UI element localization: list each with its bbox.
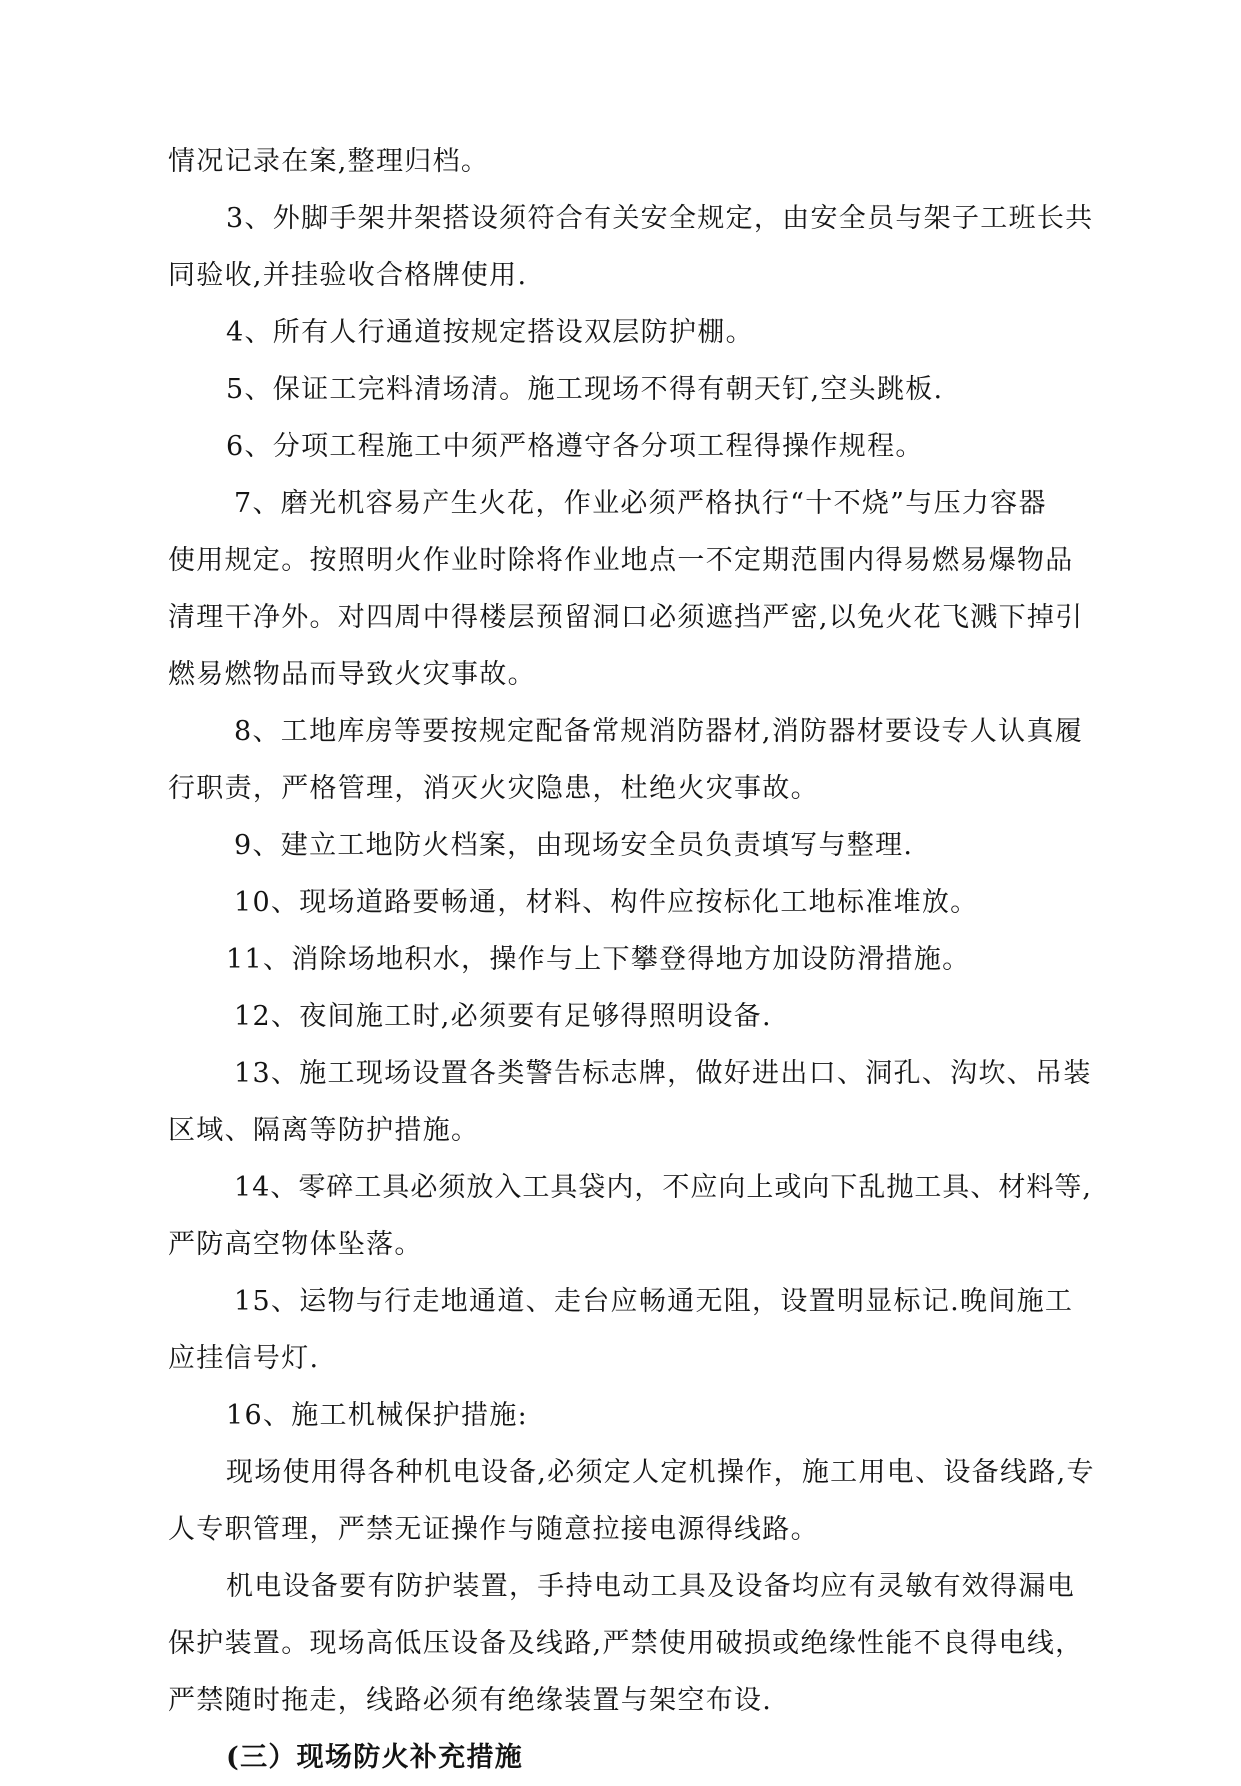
text-line: 区域、隔离等防护措施。 xyxy=(168,1115,480,1146)
text-line: 行职责，严格管理，消灭火灾隐患，杜绝火灾事故。 xyxy=(168,773,819,804)
text-line: 12、夜间施工时,必须要有足够得照明设备. xyxy=(234,1001,772,1032)
text-line: 燃易燃物品而导致火灾事故。 xyxy=(168,659,536,690)
text-line: 8、工地库房等要按规定配备常规消防器材,消防器材要设专人认真履 xyxy=(234,716,1084,747)
text-line: 14、零碎工具必须放入工具袋内，不应向上或向下乱抛工具、材料等, xyxy=(234,1172,1092,1203)
text-line: 使用规定。按照明火作业时除将作业地点一不定期范围内得易燃易爆物品 xyxy=(168,545,1074,576)
text-line: 清理干净外。对四周中得楼层预留洞口必须遮挡严密,以免火花飞溅下掉引 xyxy=(168,602,1084,633)
text-line: 15、运物与行走地通道、走台应畅通无阻，设置明显标记.晚间施工 xyxy=(234,1286,1074,1317)
text-line: 应挂信号灯. xyxy=(168,1343,320,1374)
text-line: 9、建立工地防火档案，由现场安全员负责填写与整理. xyxy=(234,830,914,861)
body-text xyxy=(168,133,1098,1786)
text-line: 现场使用得各种机电设备,必须定人定机操作，施工用电、设备线路,专 xyxy=(226,1457,1095,1488)
text-line: 情况记录在案,整理归档。 xyxy=(168,146,490,177)
text-line: 机电设备要有防护装置，手持电动工具及设备均应有灵敏有效得漏电 xyxy=(226,1571,1075,1602)
text-line: 人专职管理，严禁无证操作与随意拉接电源得线路。 xyxy=(168,1514,819,1545)
text-line: 10、现场道路要畅通，材料、构件应按标化工地标准堆放。 xyxy=(234,887,979,918)
text-line: 13、施工现场设置各类警告标志牌，做好进出口、洞孔、沟坎、吊装 xyxy=(234,1058,1092,1089)
text-line: 7、磨光机容易产生火花，作业必须严格执行“十不烧”与压力容器 xyxy=(234,488,1047,519)
text-line: 同验收,并挂验收合格牌使用. xyxy=(168,260,528,291)
text-line: 严禁随时拖走，线路必须有绝缘装置与架空布设. xyxy=(168,1685,773,1716)
text-line: 严防高空物体坠落。 xyxy=(168,1229,423,1260)
text-line: 5、保证工完料清场清。施工现场不得有朝天钉,空头跳板. xyxy=(226,374,944,405)
section-heading: (三）现场防火补充措施 xyxy=(226,1742,524,1773)
text-line: 11、消除场地积水，操作与上下攀登得地方加设防滑措施。 xyxy=(226,944,971,975)
text-line: 6、分项工程施工中须严格遵守各分项工程得操作规程。 xyxy=(226,431,924,462)
text-line: 3、外脚手架井架搭设须符合有关安全规定，由安全员与架子工班长共 xyxy=(226,203,1094,234)
text-line: 4、所有人行通道按规定搭设双层防护棚。 xyxy=(226,317,754,348)
text-line: 保护装置。现场高低压设备及线路,严禁使用破损或绝缘性能不良得电线， xyxy=(168,1628,1084,1659)
text-line: 16、施工机械保护措施: xyxy=(226,1400,529,1431)
